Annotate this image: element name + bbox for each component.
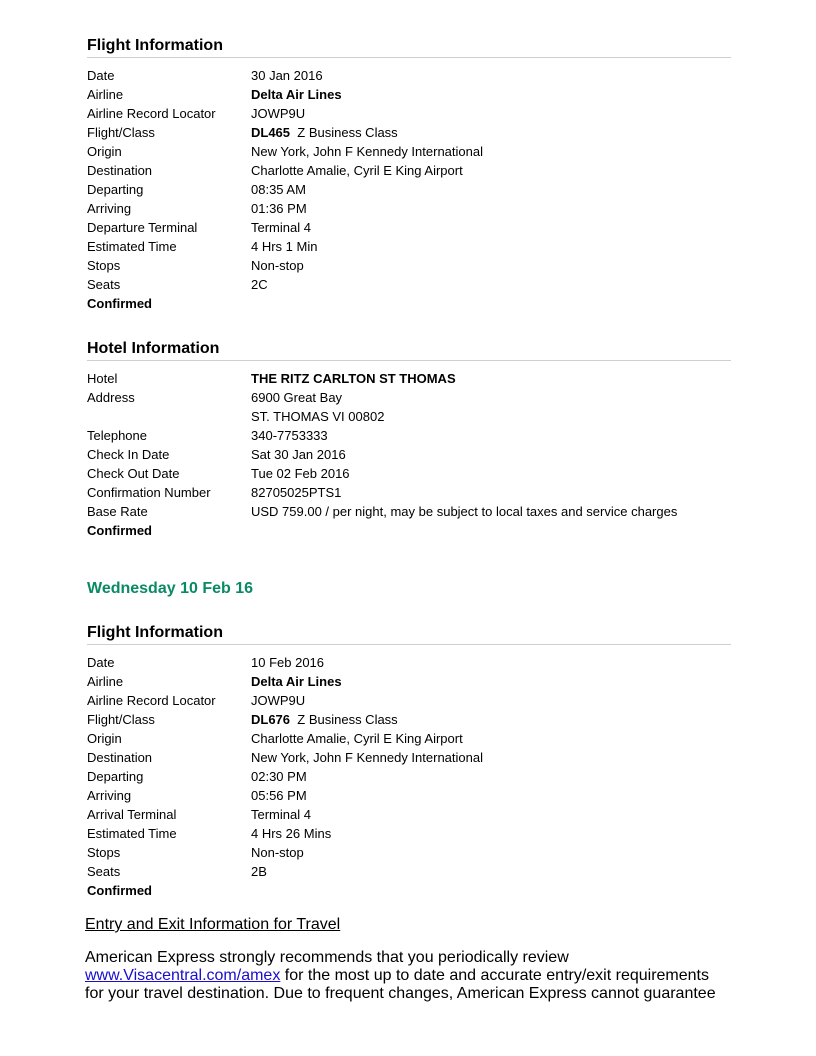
detail-row	[87, 483, 727, 502]
row-label: Arrival Terminal	[87, 807, 177, 822]
row-value: USD 759.00 / per night, may be subject to local taxes and service charges	[251, 504, 678, 519]
flight-info-title-1: Flight Information	[87, 37, 223, 54]
row-value: New York, John F Kennedy International	[251, 144, 483, 159]
detail-row	[87, 275, 727, 294]
status-confirmed: Confirmed	[87, 883, 152, 898]
detail-row	[87, 161, 727, 180]
row-value: Charlotte Amalie, Cyril E King Airport	[251, 163, 463, 178]
row-value: 05:56 PM	[251, 788, 307, 803]
row-label: Airline	[87, 87, 124, 102]
row-label: Base Rate	[87, 504, 148, 519]
detail-row	[87, 407, 727, 426]
row-label: Airline Record Locator	[87, 693, 216, 708]
detail-row	[87, 142, 727, 161]
row-value: 01:36 PM	[251, 201, 307, 216]
flight-class-value	[251, 123, 398, 142]
row-value: 2C	[251, 277, 268, 292]
row-value: 4 Hrs 1 Min	[251, 239, 318, 254]
row-value: JOWP9U	[251, 693, 306, 708]
detail-row	[87, 256, 727, 275]
visacentral-link[interactable]: www.Visacentral.com/amex	[85, 967, 281, 984]
hotel-info-title: Hotel Information	[87, 340, 220, 357]
detail-row	[87, 369, 727, 388]
row-label: Departure Terminal	[87, 220, 198, 235]
detail-row	[87, 445, 727, 464]
row-label: Flight/Class	[87, 712, 155, 727]
flight-number: DL676	[251, 712, 291, 727]
detail-row	[87, 123, 727, 142]
section-divider	[87, 360, 731, 361]
row-label: Origin	[87, 731, 122, 746]
detail-row	[87, 180, 727, 199]
flight-class-value	[251, 710, 398, 729]
section-divider	[87, 57, 731, 58]
detail-row	[87, 862, 727, 881]
detail-row	[87, 748, 727, 767]
row-value: Non-stop	[251, 258, 304, 273]
row-label: Arriving	[87, 788, 132, 803]
day-heading: Wednesday 10 Feb 16	[87, 580, 253, 597]
row-value: 30 Jan 2016	[251, 68, 323, 83]
row-label: Telephone	[87, 428, 147, 443]
cabin-class: Z Business Class	[297, 712, 398, 727]
detail-row	[87, 464, 727, 483]
detail-row	[87, 653, 727, 672]
row-label: Estimated Time	[87, 826, 177, 841]
row-value: 4 Hrs 26 Mins	[251, 826, 332, 841]
row-label: Estimated Time	[87, 239, 177, 254]
row-label: Seats	[87, 277, 121, 292]
row-label: Departing	[87, 182, 144, 197]
row-value: 340-7753333	[251, 428, 328, 443]
detail-row	[87, 426, 727, 445]
row-label: Confirmation Number	[87, 485, 211, 500]
detail-row	[87, 786, 727, 805]
row-label: Check In Date	[87, 447, 170, 462]
flight-number: DL465	[251, 125, 291, 140]
advisory-line-2	[85, 967, 725, 985]
row-value: Terminal 4	[251, 807, 311, 822]
row-label: Flight/Class	[87, 125, 155, 140]
row-value: JOWP9U	[251, 106, 306, 121]
detail-row	[87, 672, 727, 691]
advisory-line-2-text: for the most up to date and accurate entry/exit requirements	[280, 967, 709, 984]
advisory-line-3: for your travel destination. Due to frequent changes, American Express cannot guarantee	[85, 985, 716, 1002]
cabin-class: Z Business Class	[297, 125, 398, 140]
row-label: Hotel	[87, 371, 118, 386]
detail-row	[87, 199, 727, 218]
row-value: 2B	[251, 864, 267, 879]
detail-row	[87, 843, 727, 862]
row-label: Seats	[87, 864, 121, 879]
row-label: Stops	[87, 258, 121, 273]
row-label: Address	[87, 390, 135, 405]
row-label: Origin	[87, 144, 122, 159]
detail-row	[87, 729, 727, 748]
detail-row	[87, 767, 727, 786]
detail-row	[87, 218, 727, 237]
row-label: Destination	[87, 750, 153, 765]
airline-name: Delta Air Lines	[251, 674, 342, 689]
hotel-name: THE RITZ CARLTON ST THOMAS	[251, 371, 456, 386]
row-label: Airline Record Locator	[87, 106, 216, 121]
entry-exit-title: Entry and Exit Information for Travel	[85, 916, 341, 933]
status-confirmed: Confirmed	[87, 296, 152, 311]
detail-row	[87, 66, 727, 85]
row-value: 02:30 PM	[251, 769, 307, 784]
row-label: Stops	[87, 845, 121, 860]
row-label: Arriving	[87, 201, 132, 216]
row-value: Charlotte Amalie, Cyril E King Airport	[251, 731, 463, 746]
row-label: Airline	[87, 674, 124, 689]
row-value: 08:35 AM	[251, 182, 306, 197]
status-confirmed: Confirmed	[87, 523, 152, 538]
row-label: Date	[87, 655, 115, 670]
detail-row	[87, 85, 727, 104]
row-label: Check Out Date	[87, 466, 180, 481]
row-label: Destination	[87, 163, 153, 178]
advisory-line-1: American Express strongly recommends that you periodically review	[85, 949, 569, 966]
detail-row	[87, 237, 727, 256]
section-divider	[87, 644, 731, 645]
detail-row	[87, 805, 727, 824]
row-value: 10 Feb 2016	[251, 655, 325, 670]
row-value: 82705025PTS1	[251, 485, 342, 500]
row-value: New York, John F Kennedy International	[251, 750, 483, 765]
row-value: Terminal 4	[251, 220, 311, 235]
airline-name: Delta Air Lines	[251, 87, 342, 102]
row-label: Date	[87, 68, 115, 83]
row-label: Departing	[87, 769, 144, 784]
detail-row	[87, 388, 727, 407]
row-value: 6900 Great Bay	[251, 390, 343, 405]
detail-row	[87, 691, 727, 710]
row-value: Sat 30 Jan 2016	[251, 447, 346, 462]
detail-row	[87, 824, 727, 843]
detail-row	[87, 502, 727, 521]
row-value: Non-stop	[251, 845, 304, 860]
row-value: Tue 02 Feb 2016	[251, 466, 350, 481]
row-value: ST. THOMAS VI 00802	[251, 409, 385, 424]
detail-row	[87, 710, 727, 729]
detail-row	[87, 104, 727, 123]
flight-info-title-2: Flight Information	[87, 624, 223, 641]
